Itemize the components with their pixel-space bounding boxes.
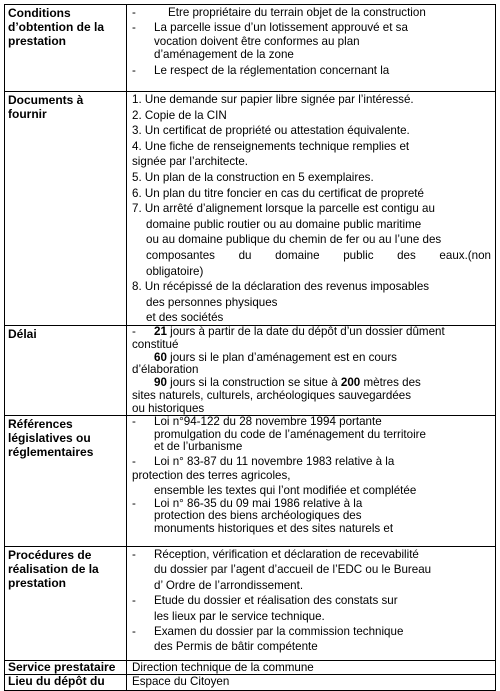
procedure-item: Examen du dossier par la commission technique (154, 625, 404, 639)
value-service: Direction technique de la commune (132, 661, 314, 674)
document-item: 5. Un plan de la construction en 5 exemplaires. (132, 170, 374, 184)
reference-item: Loi n°94-122 du 28 novembre 1994 portante (154, 416, 382, 428)
condition-item: vocation doivent être conformes au plan (154, 34, 360, 48)
document-item: 2. Copie de la CIN (132, 108, 227, 122)
document-item: signée par l’architecte. (132, 155, 248, 169)
service-table (4, 4, 496, 691)
reference-item: ensemble les textes qui l’ont modifiée et complétée (154, 483, 417, 497)
value-documents (128, 92, 495, 326)
label-procedures: Procédures de réalisation de la prestation (5, 547, 127, 661)
delay-days: 60 (154, 350, 167, 364)
row-references (5, 415, 495, 547)
reference-item: Loi n° 83-87 du 11 novembre 1983 relative à la (154, 454, 395, 468)
procedure-item: d’ Ordre de l’arrondissement. (154, 578, 304, 592)
reference-item: et de l’urbanisme (154, 440, 243, 454)
procedure-item: des Permis de bâtir compétente (154, 640, 318, 654)
condition-item: La parcelle issue d’un lotissement approuvé et sa (154, 21, 408, 35)
row-procedures (5, 546, 495, 661)
label-conditions: Conditions d’obtention de la prestation (5, 5, 127, 91)
value-lieu: Espace du Citoyen (132, 675, 230, 688)
document-item: ou au domaine publique du chemin de fer ou au l’une des (146, 233, 442, 247)
row-service (5, 660, 495, 675)
condition-item: Le respect de la réglementation concernant la (154, 63, 390, 77)
procedure-item: Etude du dossier et réalisation des constats sur (154, 594, 398, 608)
row-lieu (5, 674, 495, 691)
reference-item: protection des terres agricoles, (132, 469, 291, 483)
document-item: 8. Un récépissé de la déclaration des revenus imposables (132, 280, 430, 294)
distance-meters: 200 (340, 376, 361, 390)
document-item: composantes du domaine public des eaux.(non (146, 248, 491, 262)
value-conditions: - Etre propriétaire du terrain objet de la construction - La parcelle issue d’un lotissement approuvé et sa vocation doivent être conformes au plan d’aménagement de la zone - Le respect de la réglementation concernant la (128, 5, 495, 91)
row-documents (5, 91, 495, 326)
document-item: 4. Une fiche de renseignements technique remplies et (132, 139, 410, 153)
document-item: 7. Un arrêté d’alignement lorsque la parcelle est contigu au (132, 202, 435, 216)
row-delai (5, 325, 495, 416)
procedure-item: les lieux par le service technique. (154, 609, 325, 623)
value-procedures: - Réception, vérification et déclaration de recevabilité du dossier par l’agent d’accueil de l’EDC ou le Bureau d’ Ordre de l’arrondissement. - Etude du dossier et réalisation des constats sur les lieux par le service technique. - Examen du dossier par la commission technique des Permis de bâtir compétente (128, 547, 495, 661)
condition-item: d’aménagement de la zone (154, 48, 294, 62)
label-documents: Documents à fournir (5, 92, 127, 326)
document-item: domaine public routier ou au domaine public maritime (146, 217, 422, 231)
label-lieu: Lieu du dépôt du (5, 675, 127, 691)
label-references: Références législatives ou réglementaires (5, 416, 127, 547)
value-delai: - 21 jours à partir de la date du dépôt d’un dossier dûment constitué 60 jours si le plan d’aménagement est en cours d’élaboration 90 jours si la construction se situe à 200 mètres des sites naturels, culturels, archéologiques sauvegardées ou historiques (132, 326, 445, 415)
delay-days: 21 (154, 326, 167, 338)
document-item: et des sociétés (146, 311, 224, 325)
reference-item: Loi n° 86-35 du 09 mai 1986 relative à la (154, 496, 363, 510)
document-item: 3. Un certificat de propriété ou attestation équivalente. (132, 124, 410, 138)
label-service: Service prestataire (5, 661, 127, 675)
label-delai: Délai (5, 326, 127, 416)
document-item: 1. Une demande sur papier libre signée par l’intéressé. (132, 93, 414, 106)
procedure-item: Réception, vérification et déclaration de recevabilité (154, 548, 419, 561)
condition-item: Etre propriétaire du terrain objet de la construction (168, 6, 426, 19)
value-references: - Loi n°94-122 du 28 novembre 1994 portante promulgation du code de l’aménagement du territoire et de l’urbanisme - Loi n° 83-87 du 11 novembre 1983 relative à la protection des terres agricoles, ensemble les textes qui l’ont modifiée et complétée - Loi n° 86-35 du 09 mai 1986 relative à la protection des biens archéologiques des monuments historiques et des sites naturels et (128, 416, 495, 547)
reference-item: monuments historiques et des sites naturels et (154, 521, 394, 535)
row-conditions (5, 5, 495, 91)
reference-item: protection des biens archéologiques des (154, 509, 362, 523)
reference-item: promulgation du code de l’aménagement du territoire (154, 427, 426, 441)
document-item: 6. Un plan du titre foncier en cas du certificat de propreté (132, 186, 424, 200)
delay-days: 90 (154, 376, 167, 390)
procedure-item: du dossier par l’agent d’accueil de l’EDC ou le Bureau (154, 563, 432, 577)
document-item: obligatoire) (146, 264, 204, 278)
document-item: des personnes physiques (146, 295, 278, 309)
